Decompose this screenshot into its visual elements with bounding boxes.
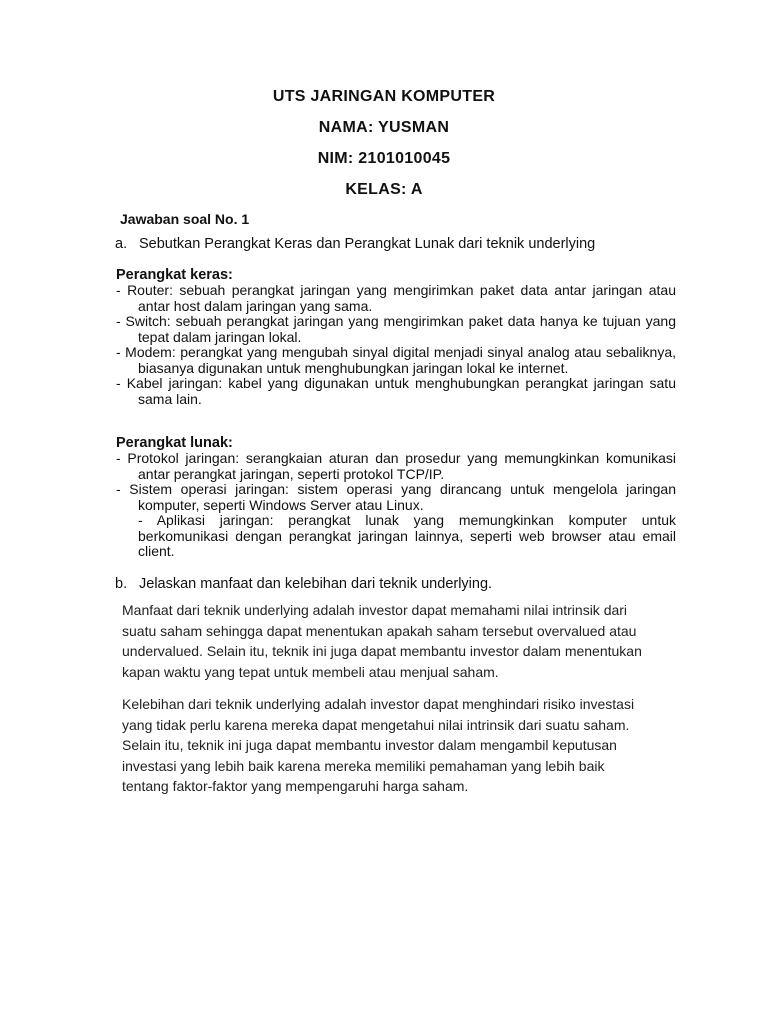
question-b-letter: b. <box>115 576 128 592</box>
question-a-text: Sebutkan Perangkat Keras dan Perangkat Lunak dari teknik underlying <box>139 236 596 252</box>
question-a <box>115 236 595 252</box>
document-title: UTS JARINGAN KOMPUTER <box>272 88 496 105</box>
hardware-title: Perangkat keras: <box>116 267 233 283</box>
student-nim: NIM: 2101010045 <box>317 150 451 167</box>
hardware-list <box>116 283 676 407</box>
answer-b-paragraph-advantages: Kelebihan dari teknik underlying adalah investor dapat menghindari risiko investasi yang tidak perlu karena mereka dapat mengetahui nilai intrinsik dari suatu saham. Selain itu, teknik ini juga dapat membantu investor dalam mengambil keputusan investasi yang lebih baik karena mereka memiliki pemahaman yang lebih baik tentang faktor-faktor yang mempengaruhi harga saham. <box>122 696 635 794</box>
hardware-item-router: - Router: sebuah perangkat jaringan yang mengirimkan paket data antar jaringan atau antar host dalam jaringan yang sama. <box>116 282 676 314</box>
software-title: Perangkat lunak: <box>116 435 233 451</box>
hardware-item-switch: - Switch: sebuah perangkat jaringan yang mengirimkan paket data hanya ke tujuan yang tepat dalam jaringan lokal. <box>116 313 676 345</box>
question-b-text: Jelaskan manfaat dan kelebihan dari teknik underlying. <box>139 576 493 592</box>
answer-b-paragraph-benefits: Manfaat dari teknik underlying adalah investor dapat memahami nilai intrinsik dari suatu saham sehingga dapat menentukan apakah saham tersebut overvalued atau undervalued. Selain itu, teknik ini juga dapat membantu investor dalam menentukan kapan waktu yang tepat untuk membeli atau menjual saham. <box>122 602 642 680</box>
software-item-application: - Aplikasi jaringan: perangkat lunak yang memungkinkan komputer untuk berkomunikasi dengan perangkat jaringan lainnya, seperti web browser atau email client. <box>138 512 676 559</box>
software-list <box>116 451 676 560</box>
student-class: KELAS: A <box>345 181 423 198</box>
student-name: NAMA: YUSMAN <box>318 119 450 136</box>
answer-heading: Jawaban soal No. 1 <box>120 211 250 227</box>
hardware-item-cable: - Kabel jaringan: kabel yang digunakan untuk menghubungkan perangkat jaringan satu sama lain. <box>116 375 676 407</box>
question-b <box>115 576 492 592</box>
software-item-protocol: - Protokol jaringan: serangkaian aturan dan prosedur yang memungkinkan komunikasi antar perangkat jaringan, seperti protokol TCP/IP. <box>116 450 676 482</box>
question-a-letter: a. <box>115 236 128 252</box>
hardware-item-modem: - Modem: perangkat yang mengubah sinyal digital menjadi sinyal analog atau sebaliknya, biasanya digunakan untuk menghubungkan jaringan lokal ke internet. <box>116 344 676 376</box>
software-item-os: - Sistem operasi jaringan: sistem operasi yang dirancang untuk mengelola jaringan komputer, seperti Windows Server atau Linux. <box>116 481 676 513</box>
